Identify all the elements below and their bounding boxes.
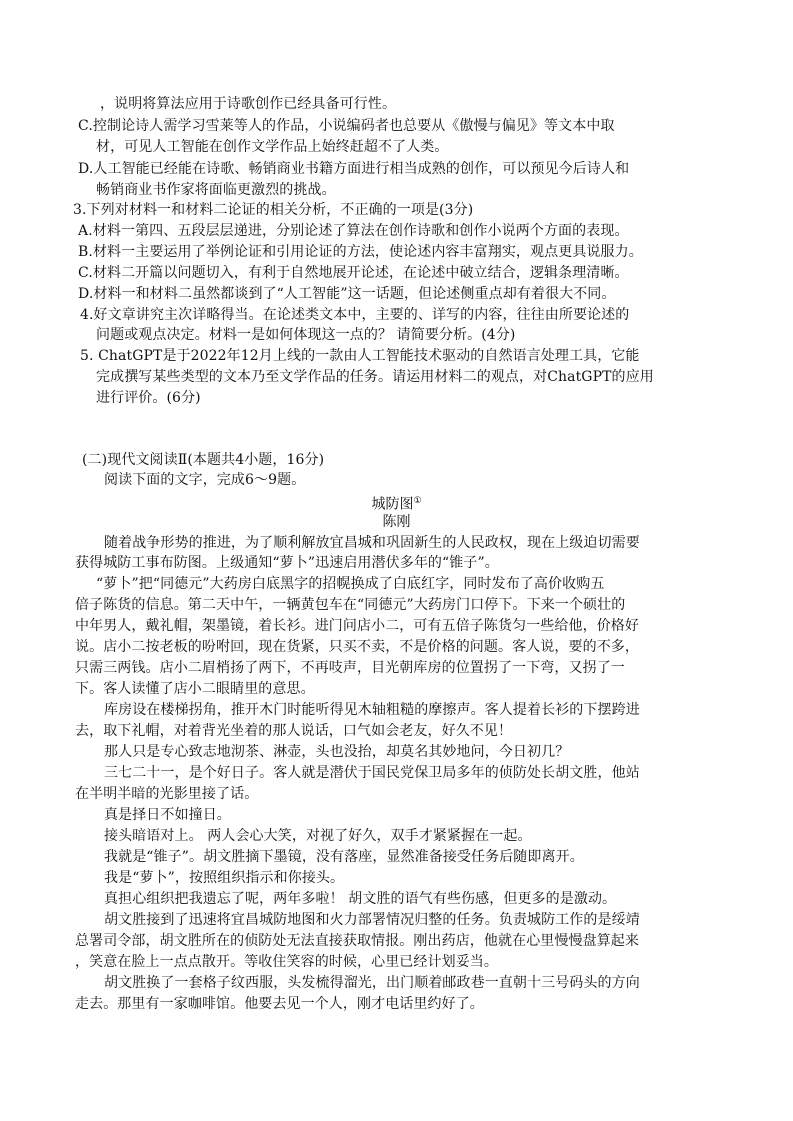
paragraph-12-line-2: 走去。那里有一家咖啡馆。他要去见一个人，刚才电话里约好了。 [75, 996, 484, 1012]
story-author: 陈刚 [382, 514, 411, 530]
question-3-option-b: B.材料一主要运用了举例论证和引用论证的方法，使论述内容丰富翔实，观点更具说服力。 [78, 244, 643, 260]
option-b-continuation: ，说明将算法应用于诗歌创作已经具备可行性。 [100, 96, 397, 112]
question-5-line-1: 5. ChatGPT是于2022年12月上线的一款由人工智能技术驱动的自然语言处理工具，它能 [80, 348, 640, 364]
paragraph-2-line-4: 说。店小二按老板的吩咐回，现在货紧，只买不卖，不是价格的问题。客人说，要的不多， [75, 639, 639, 655]
story-title-text: 城防图 [371, 496, 414, 513]
option-d-line-2: 畅销商业书作家将面临更激烈的挑战。 [96, 182, 336, 198]
paragraph-12-line-1: 胡文胜换了一套格子纹西服，头发梳得溜光，出门顺着邮政巷一直朝十三号码头的方向 [104, 975, 640, 991]
section-heading: (二)现代文阅读Ⅱ(本题共4小题，16分) [82, 452, 325, 468]
question-3-option-c: C.材料二开篇以问题切入，有利于自然地展开论述，在论述中破立结合，逻辑条理清晰。 [78, 265, 629, 281]
paragraph-2-line-6: 下。客人读懂了店小二眼睛里的意思。 [75, 681, 315, 697]
question-5-line-2: 完成撰写某些类型的文本乃至文学作品的任务。请运用材料二的观点，对ChatGPT的应用 [96, 369, 654, 385]
paragraph-2-line-3: 中年男人，戴礼帽，架墨镜，着长衫。进门问店小二，可有五倍子陈货匀一些给他，价格好 [75, 618, 639, 634]
paragraph-2-line-1: “萝卜”把“同德元”大药房白底黑字的招幌换成了白底红字，同时发布了高价收购五 [96, 576, 605, 592]
paragraph-6: 真是择日不如撞日。 [104, 807, 231, 823]
question-3-option-a: A.材料一第四、五段层层递进，分别论述了算法在创作诗歌和创作小说两个方面的表现。 [78, 223, 629, 239]
footnote-marker: ① [413, 496, 422, 506]
question-3-stem: 3.下列对材料一和材料二论证的相关分析，不正确的一项是(3分) [73, 202, 474, 218]
paragraph-5-line-2: 在半明半暗的光影里接了话。 [75, 786, 259, 802]
option-c-line-1: C.控制论诗人需学习雪莱等人的作品，小说编码者也总要从《傲慢与偏见》等文本中取 [78, 118, 615, 134]
paragraph-10: 真担心组织把我遗忘了呢，两年多啦！ 胡文胜的语气有些伤感，但更多的是激动。 [104, 891, 617, 907]
paragraph-3-line-2: 去，取下礼帽，对着背光坐着的那人说话，口气如会老友，好久不见！ [75, 723, 513, 739]
question-4-line-1: 4.好文章讲究主次详略得当。在论述类文本中，主要的、详写的内容，往往由所要论述的 [80, 307, 630, 323]
paragraph-5-line-1: 三七二十一，是个好日子。客人就是潜伏于国民党保卫局多年的侦防处长胡文胜，他站 [104, 765, 640, 781]
paragraph-1-line-1: 随着战争形势的推进，为了顺利解放宜昌城和巩固新生的人民政权，现在上级迫切需要 [104, 535, 640, 551]
paragraph-1-line-2: 获得城防工事布防图。上级通知“萝卜”迅速启用潜伏多年的“锥子”。 [75, 555, 499, 571]
paragraph-9: 我是“萝卜”，按照组织指示和你接头。 [104, 870, 345, 886]
paragraph-8: 我就是“锥子”。胡文胜摘下墨镜，没有落座，显然准备接受任务后随即离开。 [104, 849, 584, 865]
paragraph-11-line-2: 总署司令部，胡文胜所在的侦防处无法直接获取情报。刚出药店，他就在心里慢慢盘算起来 [75, 933, 639, 949]
paragraph-2-line-5: 只需三两钱。店小二眉梢扬了两下，不再吱声，目光朝库房的位置拐了一下弯，又拐了一 [75, 660, 625, 676]
paragraph-4: 那人只是专心致志地沏茶、淋壶，头也没抬，却莫名其妙地问，今日初几？ [104, 744, 570, 760]
question-4-line-2: 问题或观点决定。材料一是如何体现这一点的？ 请简要分析。(4分) [96, 327, 516, 343]
paragraph-11-line-3: ，笑意在脸上一点点散开。等收住笑容的时候，心里已经计划妥当。 [75, 954, 498, 970]
question-3-option-d: D.材料一和材料二虽然都谈到了“人工智能”这一话题，但论述侧重点却有着很大不同。 [78, 286, 616, 302]
paragraph-11-line-1: 胡文胜接到了迅速将宜昌城防地图和火力部署情况归整的任务。负责城防工作的是绥靖 [104, 912, 640, 928]
paragraph-7: 接头暗语对上。 两人会心大笑，对视了好久，双手才紧紧握在一起。 [104, 828, 532, 844]
paragraph-3-line-1: 库房设在楼梯拐角，推开木门时能听得见木轴粗糙的摩擦声。客人提着长衫的下摆跨进 [104, 702, 640, 718]
reading-instruction: 阅读下面的文字，完成6～9题。 [104, 472, 306, 488]
option-d-line-1: D.人工智能已经能在诗歌、畅销商业书籍方面进行相当成熟的创作，可以预见今后诗人和 [78, 161, 630, 177]
option-c-line-2: 材，可见人工智能在创作文学作品上始终赶超不了人类。 [96, 139, 449, 155]
paragraph-2-line-2: 倍子陈货的信息。第二天中午，一辆黄包车在“同德元”大药房门口停下。下来一个硕壮的 [75, 597, 626, 613]
question-5-line-3: 进行评价。(6分) [96, 390, 201, 406]
